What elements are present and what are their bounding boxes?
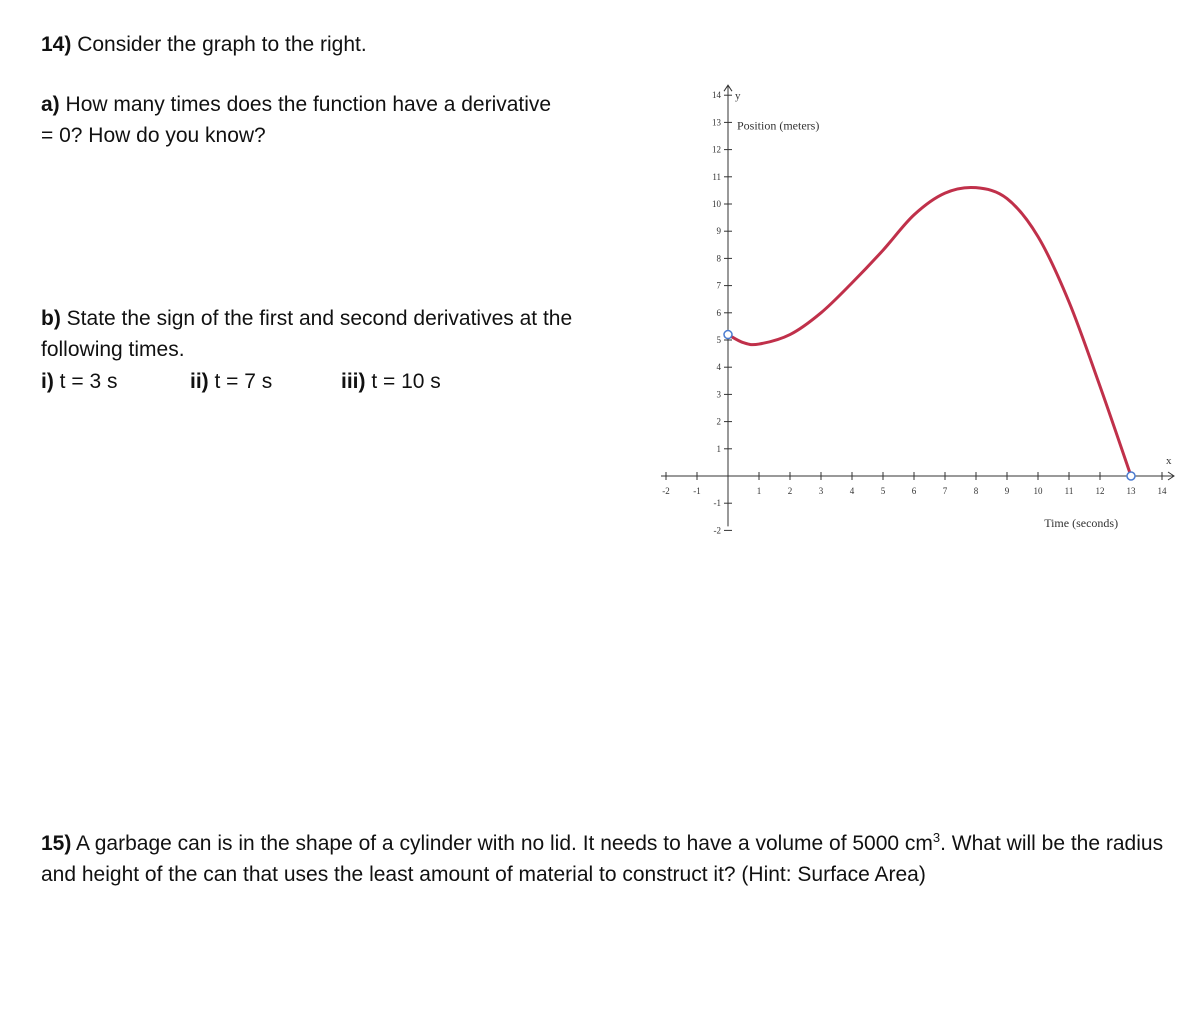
y-tick-label: 13	[712, 117, 721, 128]
x-tick-label: 12	[1095, 486, 1105, 496]
x-tick-label: -2	[662, 486, 670, 496]
position-curve	[728, 187, 1131, 476]
question-14-title	[41, 29, 367, 60]
x-tick-label: 7	[942, 486, 948, 496]
question-14a	[41, 89, 561, 151]
time-item-3	[341, 366, 441, 397]
x-tick-label: 10	[1033, 486, 1043, 496]
y-tick-label: 6	[716, 307, 721, 318]
y-axis-letter: y	[735, 90, 741, 103]
question-14a-label: a)	[41, 93, 60, 116]
question-14b-text: State the sign of the first and second derivatives at the following times.	[41, 307, 573, 361]
question-14b-label: b)	[41, 307, 61, 330]
x-axis-title: Time (seconds)	[1044, 516, 1119, 530]
question-14b	[41, 303, 621, 365]
y-tick-label: 9	[716, 226, 721, 237]
y-tick-label: 4	[716, 362, 721, 373]
time-item-value: t = 3 s	[59, 370, 118, 393]
position-time-graph	[640, 65, 1180, 555]
y-tick-label: 11	[712, 171, 721, 182]
x-tick-label: 14	[1157, 486, 1167, 496]
end-open-point	[1127, 472, 1135, 480]
question-14-text: Consider the graph to the right.	[77, 33, 367, 56]
y-tick-label: 5	[716, 335, 721, 345]
y-tick-label: 12	[712, 144, 721, 155]
y-tick-label: 14	[712, 90, 721, 101]
x-tick-label: -1	[693, 486, 701, 496]
y-tick-label: 8	[716, 253, 721, 264]
time-item-label: iii)	[341, 370, 366, 393]
time-item-value: t = 10 s	[371, 370, 441, 393]
superscript-three: 3	[932, 830, 941, 845]
axis-ticks	[666, 95, 1162, 530]
x-tick-label: 6	[911, 486, 917, 496]
x-axis-letter: x	[1166, 455, 1172, 467]
x-tick-label: 4	[849, 486, 855, 496]
time-item-1	[41, 366, 117, 397]
y-tick-label: 2	[716, 416, 721, 427]
x-tick-label: 13	[1126, 486, 1136, 496]
tick-labels	[662, 90, 1167, 535]
time-item-label: ii)	[190, 370, 209, 393]
y-tick-label: -1	[713, 498, 721, 509]
x-tick-label: 8	[973, 486, 979, 496]
x-tick-label: 11	[1064, 486, 1074, 496]
question-15-number: 15)	[41, 832, 72, 855]
y-tick-label: 7	[716, 280, 721, 291]
x-tick-label: 3	[818, 486, 824, 496]
y-tick-label: 10	[712, 199, 721, 209]
x-tick-label: 9	[1004, 486, 1010, 496]
x-tick-label: 1	[756, 486, 762, 496]
y-tick-label: 1	[716, 443, 721, 454]
start-open-point	[724, 331, 732, 339]
question-14a-text: How many times does the function have a derivative = 0? How do you know?	[41, 93, 552, 147]
question-15-text-b: . What will be the radius and height of the can that uses the least amount of material to construct it? (Hint: Surface Area)	[41, 832, 1164, 886]
question-15-text-a: A garbage can is in the shape of a cylinder with no lid. It needs to have a volume of 5000 cm	[76, 832, 933, 855]
question-15	[41, 828, 1181, 890]
x-tick-label: 5	[880, 486, 886, 496]
y-axis-title: Position (meters)	[737, 118, 820, 133]
time-item-value: t = 7 s	[214, 370, 273, 393]
y-tick-label: -2	[713, 525, 721, 536]
x-tick-label: 2	[787, 486, 793, 496]
time-item-label: i)	[41, 370, 54, 393]
y-tick-label: 3	[716, 389, 721, 400]
question-14-number: 14)	[41, 33, 72, 56]
time-item-2	[190, 366, 272, 397]
